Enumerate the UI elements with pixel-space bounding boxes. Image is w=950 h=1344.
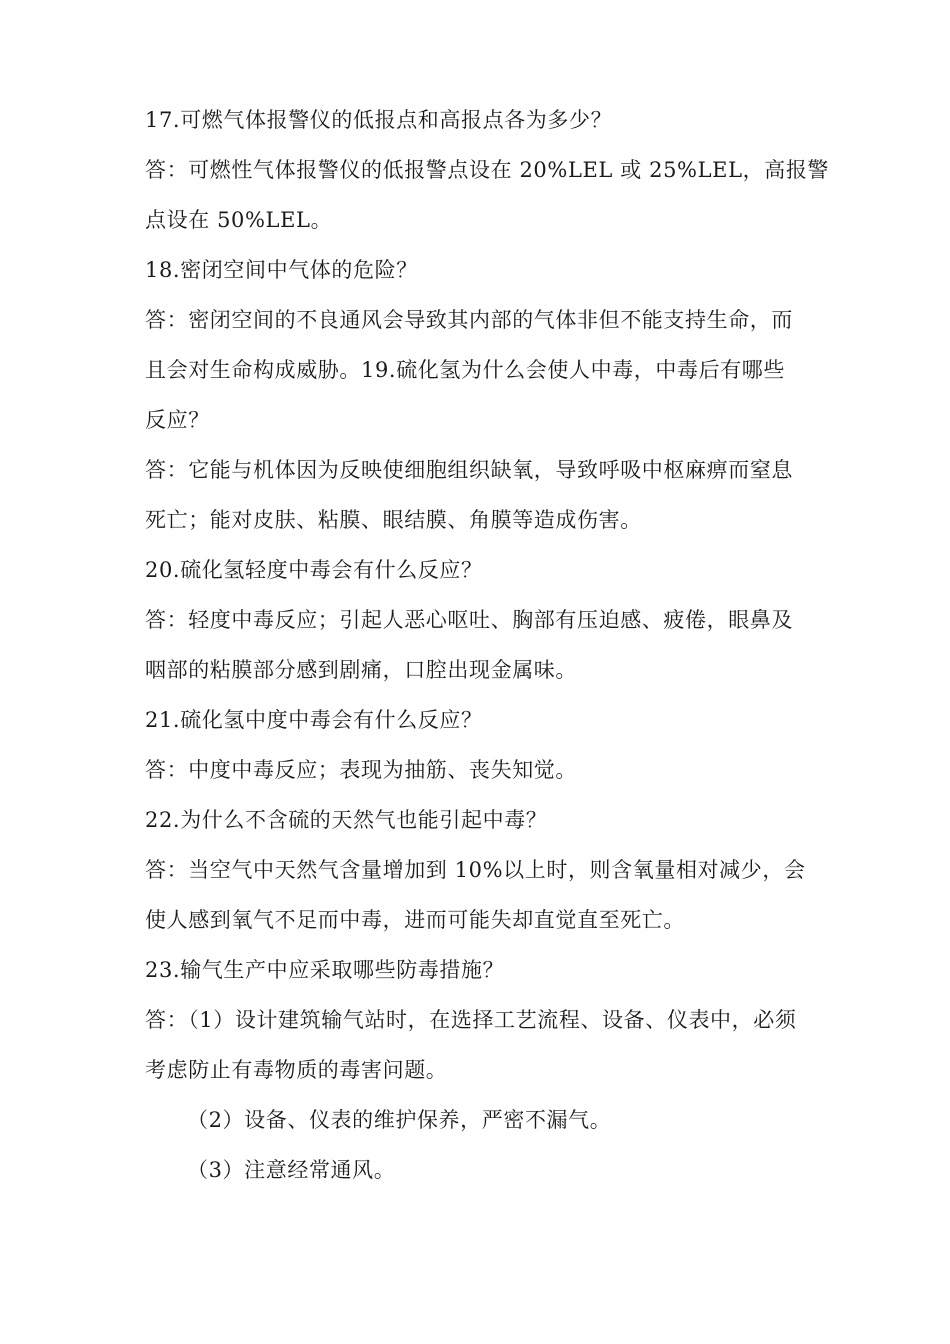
answer-23-item-1-line-2: 考虑防止有毒物质的毒害问题。	[145, 1058, 448, 1082]
answer-19-line-1: 答：它能与机体因为反映使细胞组织缺氧，导致呼吸中枢麻痹而窒息	[145, 458, 793, 482]
answer-23-item-3: （3）注意经常通风。	[187, 1158, 396, 1182]
answer-17-line-2: 点设在 50%LEL。	[145, 208, 333, 232]
question-22: 22.为什么不含硫的天然气也能引起中毒？	[145, 808, 548, 832]
answer-21: 答：中度中毒反应；表现为抽筋、丧失知觉。	[145, 758, 577, 782]
answer-22-line-2: 使人感到氧气不足而中毒，进而可能失却直觉直至死亡。	[145, 908, 685, 932]
answer-22-line-1: 答：当空气中天然气含量增加到 10%以上时，则含氧量相对减少，会	[145, 858, 806, 882]
question-19-line-2: 反应？	[145, 408, 210, 432]
question-21: 21.硫化氢中度中毒会有什么反应？	[145, 708, 483, 732]
answer-18-line-2: 且会对生命构成威胁。19.硫化氢为什么会使人中毒，中毒后有哪些	[145, 358, 785, 382]
answer-23-item-1-line-1: 答：（1）设计建筑输气站时，在选择工艺流程、设备、仪表中，必须	[145, 1008, 797, 1032]
answer-19-line-2: 死亡；能对皮肤、粘膜、眼结膜、角膜等造成伤害。	[145, 508, 642, 532]
answer-18-line-1: 答：密闭空间的不良通风会导致其内部的气体非但不能支持生命，而	[145, 308, 793, 332]
question-20: 20.硫化氢轻度中毒会有什么反应？	[145, 558, 483, 582]
answer-20-line-1: 答：轻度中毒反应；引起人恶心呕吐、胸部有压迫感、疲倦，眼鼻及	[145, 608, 793, 632]
question-18: 18.密闭空间中气体的危险？	[145, 258, 418, 282]
answer-23-item-2: （2）设备、仪表的维护保养，严密不漏气。	[187, 1108, 612, 1132]
answer-20-line-2: 咽部的粘膜部分感到剧痛，口腔出现金属味。	[145, 658, 577, 682]
question-17: 17.可燃气体报警仪的低报点和高报点各为多少？	[145, 108, 613, 132]
question-23: 23.输气生产中应采取哪些防毒措施？	[145, 958, 505, 982]
answer-17-line-1: 答：可燃性气体报警仪的低报警点设在 20%LEL 或 25%LEL，高报警	[145, 158, 830, 182]
